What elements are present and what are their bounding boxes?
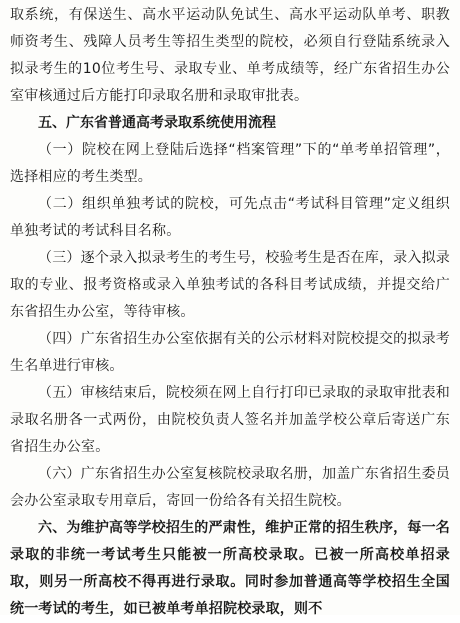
step-6-paragraph: （六）广东省招生办公室复核院校录取名册，加盖广东省招生委员会办公室录取专用章后，寄回一份给各有关招生院校。 (10, 466, 450, 509)
continuation-paragraph: 取系统，有保送生、高水平运动队免试生、高水平运动队单考、职教师资考生、残障人员考生等招生类型的院校，必须自行登陆系统录入拟录考生的10位考生号、录取专业、单考成绩等，经广东省招生办公室审核通过后方能打印录取名册和录取审批表。 (10, 7, 450, 104)
section-five-heading: 五、广东省普通高考录取系统使用流程 (38, 115, 276, 131)
step-2-paragraph: （二）组织单独考试的院校，可先点击“考试科目管理”定义组织单独考试的考试科目名称。 (10, 196, 450, 239)
section-six-paragraph: 六、为维护高等学校招生的严肃性，维护正常的招生秩序，每一名录取的非统一考试考生只能被一所高校录取。已被一所高校单招录取，则另一所高校不得再进行录取。同时参加普通高等学校招生全国统一考试的考生，如已被单考单招院校录取，则不 (10, 520, 450, 617)
step-5-paragraph: （五）审核结束后，院校须在网上自行打印已录取的录取审批表和录取名册各一式两份，由院校负责人签名并加盖学校公章后寄送广东省招生办公室。 (10, 385, 450, 455)
step-3-paragraph: （三）逐个录入拟录考生的考生号，校验考生是否在库，录入拟录取的专业、报考资格或录入单独考试的各科目考试成绩，并提交给广东省招生办公室，等待审核。 (10, 250, 450, 320)
step-4-paragraph: （四）广东省招生办公室依据有关的公示材料对院校提交的拟录考生名单进行审核。 (10, 331, 450, 374)
step-1-paragraph: （一）院校在网上登陆后选择“档案管理”下的“单考单招管理”，选择相应的考生类型。 (10, 142, 450, 185)
